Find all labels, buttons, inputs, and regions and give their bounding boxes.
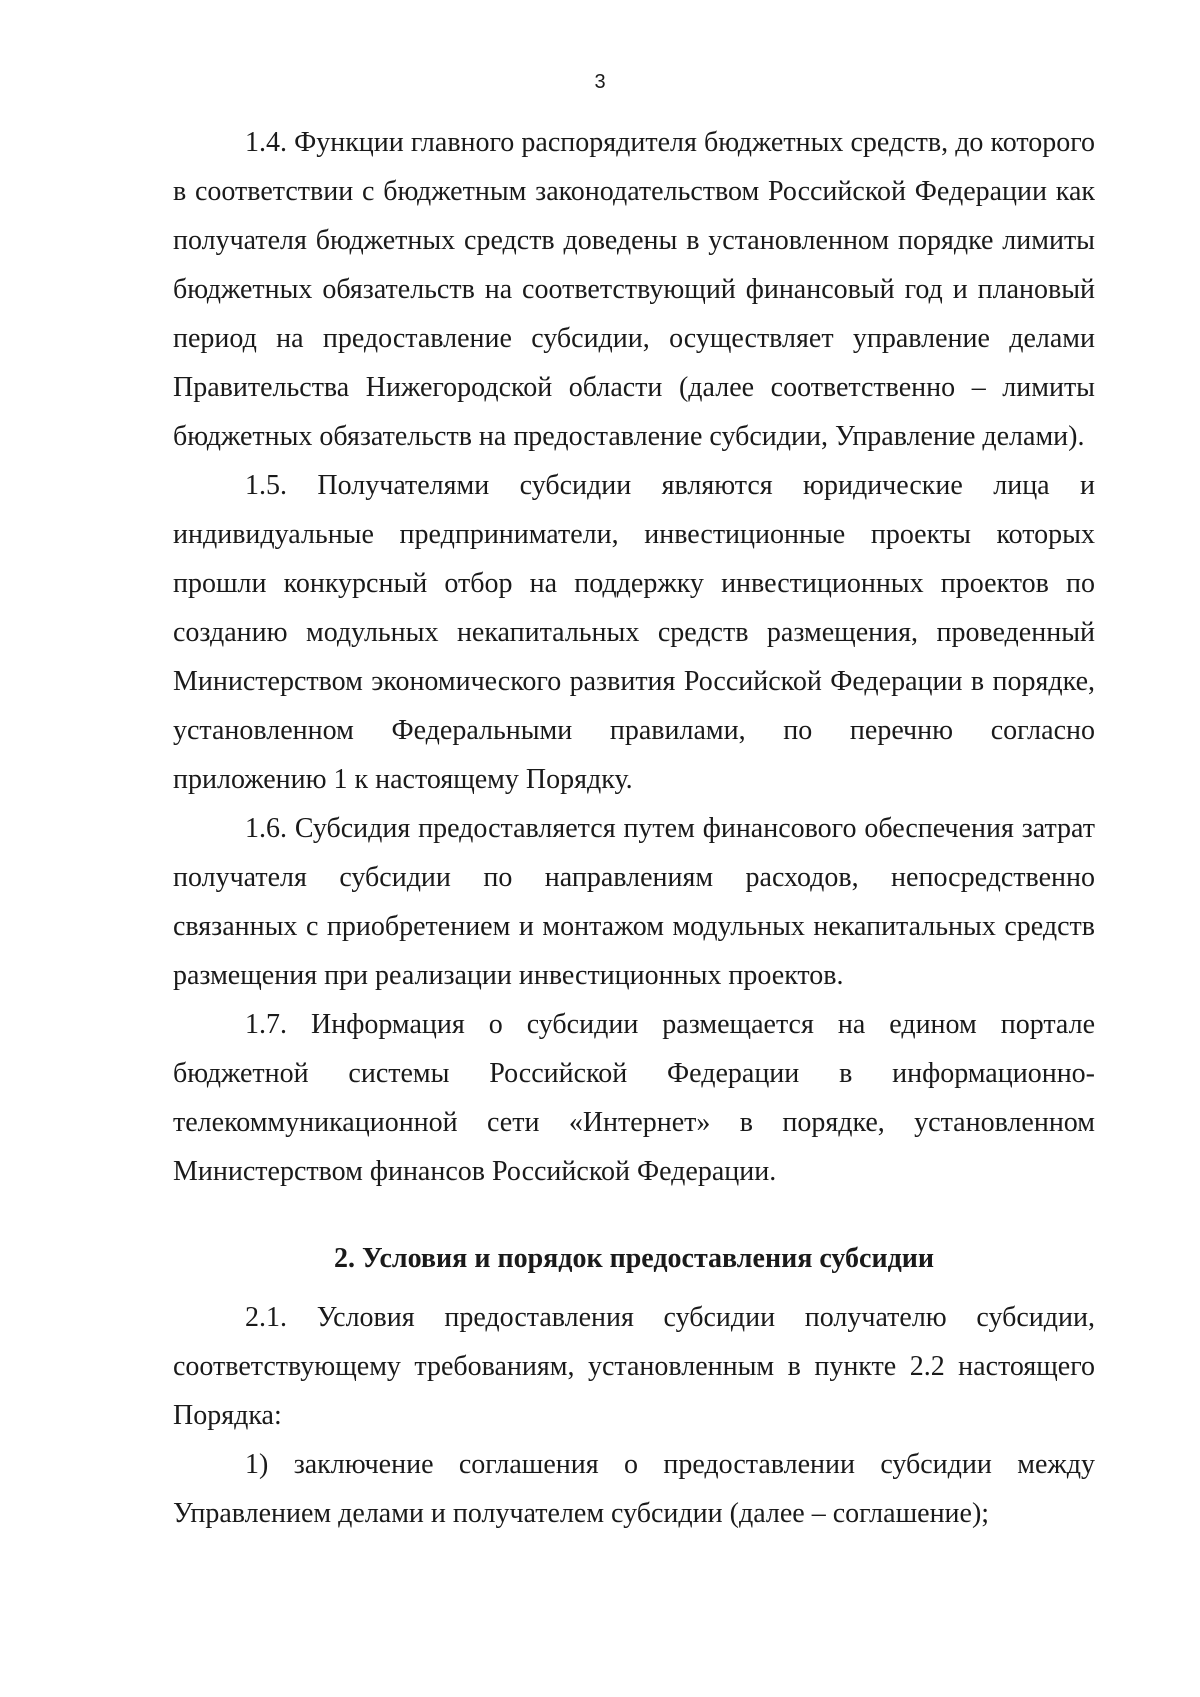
paragraph-1-7: 1.7. Информация о субсидии размещается на едином портале бюджетной системы Российской Федерации в информационно-телекоммуникационной сети «Интернет» в порядке, установленном Министерством финансов Российской Федерации.: [173, 1009, 1095, 1187]
document-body: [173, 118, 1095, 1538]
paragraph-2-1-item-1: 1) заключение соглашения о предоставлении субсидии между Управлением делами и получателем субсидии (далее – соглашение);: [173, 1449, 1095, 1529]
paragraph-1-6: 1.6. Субсидия предоставляется путем финансового обеспечения затрат получателя субсидии по направлениям расходов, непосредственно связанных с приобретением и монтажом модульных некапитальных средств размещения при реализации инвестиционных проектов.: [173, 813, 1095, 991]
paragraph-2-1: 2.1. Условия предоставления субсидии получателю субсидии, соответствующему требованиям, установленным в пункте 2.2 настоящего Порядка:: [173, 1302, 1095, 1431]
paragraph-1-5: 1.5. Получателями субсидии являются юридические лица и индивидуальные предприниматели, инвестиционные проекты которых прошли конкурсный отбор на поддержку инвестиционных проектов по созданию модульных некапитальных средств размещения, проведенный Министерством экономического развития Российской Федерации в порядке, установленном Федеральными правилами, по перечню согласно приложению 1 к настоящему Порядку.: [173, 470, 1095, 795]
page-number: 3: [594, 71, 606, 93]
paragraph-1-4: 1.4. Функции главного распорядителя бюджетных средств, до которого в соответствии с бюджетным законодательством Российской Федерации как получателя бюджетных средств доведены в установленном порядке лимиты бюджетных обязательств на соответствующий финансовый год и плановый период на предоставление субсидии, осуществляет управление делами Правительства Нижегородской области (далее соответственно – лимиты бюджетных обязательств на предоставление субсидии, Управление делами).: [173, 127, 1095, 452]
section-2-heading: 2. Условия и порядок предоставления субсидии: [333, 1243, 935, 1274]
